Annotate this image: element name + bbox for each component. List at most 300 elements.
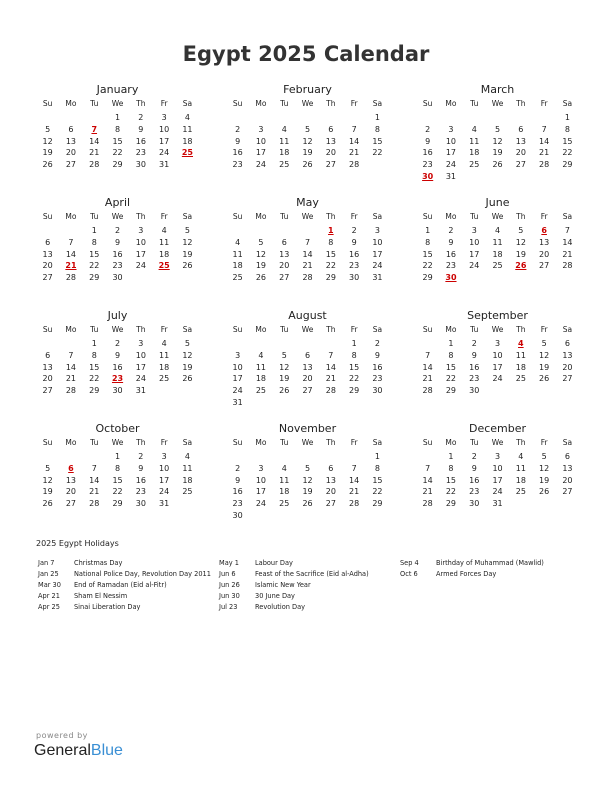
- holiday-date-label: Apr 21: [38, 592, 60, 600]
- day-cell: 4: [494, 226, 501, 235]
- holiday-name: Revolution Day: [255, 603, 306, 611]
- weekday-header: Mo: [445, 325, 457, 334]
- calendar-grid: [36, 82, 580, 534]
- day-cell: 15: [445, 475, 457, 485]
- day-cell: 13: [302, 362, 313, 372]
- empty-cell: [319, 338, 342, 350]
- day-cell: 9: [425, 136, 431, 146]
- month-december: [416, 421, 579, 534]
- weekday-header: Fr: [540, 99, 548, 108]
- day-cell: 14: [89, 136, 100, 146]
- holiday-item: [219, 602, 400, 613]
- day-cell: 1: [91, 339, 97, 348]
- weekday-header: Th: [136, 438, 146, 447]
- day-cell: 26: [182, 261, 193, 271]
- day-cell: 27: [539, 261, 550, 271]
- day-cell: 5: [304, 124, 311, 134]
- weekday-header: We: [491, 212, 504, 221]
- empty-cell: [226, 451, 249, 463]
- day-cell: 7: [541, 124, 547, 134]
- day-cell: 16: [112, 249, 123, 259]
- weekday-header: Sa: [372, 325, 383, 334]
- day-cell: 28: [302, 273, 313, 283]
- day-cell: 19: [539, 362, 550, 372]
- day-cell: 17: [492, 362, 503, 372]
- day-grid: [416, 98, 579, 183]
- holiday-item: [400, 558, 581, 569]
- day-cell: 18: [182, 475, 193, 485]
- empty-cell: [319, 451, 342, 463]
- day-cell: 19: [279, 374, 290, 384]
- day-cell: 9: [374, 350, 380, 360]
- day-cell: 26: [539, 374, 550, 384]
- day-cell: 9: [138, 463, 144, 473]
- day-cell: 21: [422, 374, 433, 384]
- day-cell: 5: [45, 124, 51, 134]
- holiday-date: 25: [158, 261, 170, 271]
- day-cell: 15: [562, 136, 573, 146]
- month-march: [416, 82, 579, 195]
- holiday-date: 30: [445, 273, 457, 283]
- day-cell: 27: [65, 160, 77, 170]
- day-cell: 12: [302, 136, 313, 146]
- day-cell: 2: [114, 339, 121, 348]
- day-cell: 23: [112, 261, 123, 271]
- weekday-header: Su: [422, 325, 433, 334]
- holiday-name: Labour Day: [255, 559, 293, 567]
- weekday-header: Mo: [65, 212, 77, 221]
- day-cell: 27: [42, 386, 53, 396]
- holiday-item: [219, 591, 400, 602]
- empty-cell: [36, 338, 59, 350]
- holiday-date-label: Jan 7: [38, 559, 55, 567]
- day-cell: 16: [135, 136, 146, 146]
- day-cell: 23: [372, 374, 383, 384]
- day-cell: 5: [541, 339, 547, 348]
- month-name: December: [468, 422, 527, 435]
- weekday-header: Fr: [160, 438, 168, 447]
- day-cell: 2: [235, 463, 241, 473]
- day-cell: 12: [279, 362, 290, 372]
- day-cell: 2: [138, 452, 144, 461]
- weekday-header: Sa: [372, 212, 383, 221]
- day-cell: 7: [351, 463, 357, 473]
- day-cell: 4: [235, 237, 241, 247]
- day-cell: 10: [372, 237, 383, 247]
- month-june: [416, 195, 579, 308]
- day-cell: 19: [515, 249, 526, 259]
- day-cell: 27: [325, 499, 336, 509]
- day-cell: 18: [469, 148, 480, 158]
- weekday-header: Tu: [470, 212, 479, 221]
- day-cell: 31: [372, 273, 383, 283]
- day-cell: 19: [182, 249, 193, 259]
- day-cell: 19: [539, 475, 550, 485]
- day-cell: 29: [562, 160, 573, 170]
- day-cell: 4: [184, 113, 190, 122]
- day-cell: 29: [372, 499, 383, 509]
- day-cell: 20: [325, 487, 336, 497]
- empty-cell: [296, 451, 319, 463]
- day-cell: 29: [445, 499, 457, 509]
- day-cell: 6: [68, 124, 74, 134]
- day-cell: 17: [232, 374, 243, 384]
- day-grid: [36, 324, 199, 397]
- weekday-header: Mo: [445, 99, 457, 108]
- day-cell: 16: [135, 475, 146, 485]
- day-cell: 14: [325, 362, 336, 372]
- day-cell: 10: [445, 136, 457, 146]
- day-cell: 19: [182, 362, 193, 372]
- day-cell: 27: [279, 273, 290, 283]
- day-cell: 28: [539, 160, 550, 170]
- day-cell: 10: [159, 463, 170, 473]
- weekday-header: We: [301, 99, 314, 108]
- weekday-header: Mo: [445, 438, 457, 447]
- day-cell: 13: [325, 475, 336, 485]
- day-cell: 26: [42, 160, 53, 170]
- day-cell: 24: [159, 148, 170, 158]
- brand-blue: Blue: [90, 742, 123, 759]
- weekday-header: Tu: [90, 212, 99, 221]
- day-cell: 10: [469, 237, 480, 247]
- day-cell: 2: [114, 226, 121, 235]
- day-cell: 11: [492, 237, 503, 247]
- day-cell: 5: [281, 350, 287, 360]
- day-cell: 1: [114, 113, 121, 122]
- day-cell: 11: [159, 350, 170, 360]
- month-april: [36, 195, 199, 308]
- day-cell: 25: [515, 374, 526, 384]
- day-cell: 14: [539, 136, 550, 146]
- weekday-header: We: [111, 438, 124, 447]
- day-cell: 8: [114, 463, 121, 473]
- day-cell: 23: [135, 148, 146, 158]
- weekday-header: Tu: [90, 325, 99, 334]
- weekday-header: We: [111, 99, 124, 108]
- holiday-date: 6: [68, 463, 74, 473]
- day-cell: 27: [562, 487, 573, 497]
- day-cell: 30: [372, 386, 383, 396]
- day-cell: 28: [422, 386, 433, 396]
- weekday-header: We: [111, 325, 124, 334]
- weekday-header: Sa: [182, 99, 193, 108]
- day-cell: 30: [135, 160, 146, 170]
- empty-cell: [59, 451, 82, 463]
- day-cell: 8: [91, 350, 97, 360]
- day-cell: 1: [351, 339, 357, 348]
- day-cell: 29: [112, 499, 123, 509]
- month-february: [226, 82, 389, 195]
- holiday-name: Armed Forces Day: [436, 570, 497, 578]
- day-cell: 24: [492, 374, 503, 384]
- day-cell: 21: [539, 148, 550, 158]
- day-cell: 3: [448, 124, 454, 134]
- day-cell: 7: [68, 237, 74, 247]
- day-cell: 6: [328, 463, 334, 473]
- day-cell: 9: [471, 463, 477, 473]
- day-cell: 22: [445, 374, 457, 384]
- weekday-header: Th: [136, 325, 146, 334]
- day-cell: 6: [281, 237, 287, 247]
- day-cell: 28: [349, 160, 360, 170]
- day-grid: [36, 98, 199, 171]
- month-name: November: [278, 422, 337, 435]
- day-cell: 30: [349, 273, 360, 283]
- day-cell: 12: [42, 475, 53, 485]
- day-cell: 20: [539, 249, 550, 259]
- weekday-header: We: [111, 212, 124, 221]
- holiday-name: National Police Day, Revolution Day 2011: [74, 570, 211, 578]
- day-cell: 4: [518, 452, 524, 461]
- day-cell: 23: [469, 374, 480, 384]
- day-grid: [226, 211, 389, 284]
- month-name: August: [288, 309, 327, 322]
- empty-cell: [416, 451, 439, 463]
- day-cell: 14: [562, 237, 573, 247]
- month-name: February: [283, 83, 332, 96]
- powered-by-text: powered by: [36, 731, 88, 740]
- weekday-header: We: [301, 438, 314, 447]
- day-grid: [36, 211, 199, 284]
- day-cell: 16: [469, 362, 480, 372]
- month-september: [416, 308, 579, 421]
- day-cell: 3: [138, 339, 144, 348]
- day-cell: 4: [161, 339, 167, 348]
- day-cell: 20: [325, 148, 336, 158]
- day-cell: 10: [135, 350, 146, 360]
- day-cell: 17: [372, 249, 383, 259]
- day-cell: 4: [281, 463, 287, 473]
- day-cell: 22: [112, 148, 123, 158]
- day-cell: 18: [515, 362, 526, 372]
- day-cell: 15: [89, 249, 100, 259]
- day-cell: 3: [494, 452, 501, 461]
- day-cell: 5: [304, 463, 311, 473]
- day-cell: 28: [325, 386, 336, 396]
- day-cell: 3: [374, 226, 380, 235]
- holiday-name: End of Ramadan (Eid al-Fitr): [74, 581, 167, 589]
- holiday-date-label: Apr 25: [38, 603, 60, 611]
- day-grid: [226, 437, 389, 522]
- weekday-header: Tu: [280, 212, 289, 221]
- day-cell: 20: [279, 261, 290, 271]
- holiday-date: 7: [91, 124, 98, 134]
- day-cell: 21: [302, 261, 313, 271]
- day-cell: 29: [445, 386, 457, 396]
- day-cell: 4: [258, 350, 264, 360]
- day-cell: 24: [255, 160, 267, 170]
- day-cell: 28: [349, 499, 360, 509]
- holiday-item: [38, 602, 219, 613]
- day-cell: 28: [89, 160, 100, 170]
- day-cell: 2: [448, 226, 454, 235]
- day-cell: 2: [351, 226, 357, 235]
- day-cell: 26: [302, 499, 313, 509]
- day-cell: 15: [325, 249, 336, 259]
- day-cell: 11: [279, 136, 290, 146]
- weekday-header: Th: [326, 212, 336, 221]
- holiday-item: [219, 558, 400, 569]
- day-cell: 23: [135, 487, 146, 497]
- day-cell: 22: [372, 487, 383, 497]
- holiday-name: Islamic New Year: [255, 581, 311, 589]
- day-cell: 11: [515, 350, 526, 360]
- holiday-date: 1: [328, 226, 334, 235]
- day-cell: 31: [232, 397, 243, 407]
- weekday-header: Su: [422, 99, 433, 108]
- weekday-header: Th: [326, 438, 336, 447]
- day-cell: 4: [281, 124, 287, 134]
- day-cell: 6: [45, 237, 51, 247]
- day-cell: 2: [235, 124, 241, 134]
- day-cell: 31: [135, 386, 146, 396]
- day-cell: 19: [255, 261, 267, 271]
- day-grid: [416, 324, 579, 397]
- day-cell: 10: [492, 350, 503, 360]
- day-cell: 6: [304, 350, 311, 360]
- day-cell: 22: [349, 374, 360, 384]
- day-cell: 13: [65, 136, 77, 146]
- day-cell: 28: [422, 499, 433, 509]
- weekday-header: Tu: [470, 99, 479, 108]
- day-cell: 23: [445, 261, 457, 271]
- day-cell: 15: [372, 475, 383, 485]
- day-cell: 9: [114, 237, 121, 247]
- day-cell: 11: [159, 237, 170, 247]
- weekday-header: We: [301, 325, 314, 334]
- holiday-item: [219, 569, 400, 580]
- month-august: [226, 308, 389, 421]
- day-cell: 16: [112, 362, 123, 372]
- holiday-column: [38, 558, 219, 613]
- holiday-date: 6: [541, 226, 547, 235]
- day-cell: 7: [351, 124, 357, 134]
- day-cell: 27: [42, 273, 53, 283]
- holiday-date-label: May 1: [219, 559, 239, 567]
- empty-cell: [36, 451, 59, 463]
- day-cell: 5: [184, 339, 190, 348]
- day-cell: 29: [349, 386, 360, 396]
- day-cell: 15: [89, 362, 100, 372]
- day-cell: 30: [112, 386, 123, 396]
- empty-cell: [273, 225, 296, 237]
- day-cell: 3: [138, 226, 144, 235]
- empty-cell: [416, 112, 439, 124]
- empty-cell: [249, 451, 272, 463]
- day-cell: 14: [65, 362, 77, 372]
- weekday-header: Su: [422, 438, 433, 447]
- weekday-header: Sa: [182, 325, 193, 334]
- day-cell: 29: [422, 273, 433, 283]
- day-cell: 7: [328, 350, 334, 360]
- holiday-name: Sham El Nessim: [74, 592, 128, 600]
- day-cell: 21: [422, 487, 433, 497]
- day-cell: 16: [349, 249, 360, 259]
- day-cell: 21: [349, 487, 360, 497]
- day-cell: 16: [232, 148, 243, 158]
- day-cell: 27: [302, 386, 313, 396]
- day-cell: 11: [255, 362, 267, 372]
- day-cell: 3: [258, 463, 264, 473]
- day-cell: 27: [562, 374, 573, 384]
- day-cell: 24: [135, 374, 146, 384]
- day-cell: 11: [515, 463, 526, 473]
- day-cell: 12: [302, 475, 313, 485]
- day-cell: 6: [45, 350, 51, 360]
- day-cell: 30: [469, 386, 480, 396]
- day-cell: 1: [114, 452, 121, 461]
- empty-cell: [36, 112, 59, 124]
- day-cell: 18: [279, 148, 290, 158]
- day-cell: 8: [374, 124, 380, 134]
- day-cell: 15: [372, 136, 383, 146]
- day-cell: 25: [255, 386, 267, 396]
- day-cell: 17: [135, 249, 146, 259]
- day-cell: 6: [518, 124, 524, 134]
- weekday-header: Fr: [160, 325, 168, 334]
- day-cell: 29: [89, 273, 100, 283]
- empty-cell: [296, 225, 319, 237]
- day-cell: 30: [469, 499, 480, 509]
- holiday-date-label: Jun 26: [219, 581, 240, 589]
- day-cell: 5: [541, 452, 547, 461]
- empty-cell: [463, 112, 486, 124]
- holiday-date-label: Jan 25: [38, 570, 59, 578]
- weekday-header: Mo: [255, 212, 267, 221]
- day-cell: 29: [89, 386, 100, 396]
- day-cell: 29: [112, 160, 123, 170]
- day-cell: 24: [159, 487, 170, 497]
- holiday-date: 4: [518, 339, 524, 348]
- day-cell: 31: [159, 499, 170, 509]
- day-cell: 5: [184, 226, 190, 235]
- weekday-header: Sa: [182, 438, 193, 447]
- holiday-date-label: Jun 30: [219, 592, 240, 600]
- day-cell: 1: [448, 339, 454, 348]
- weekday-header: Su: [232, 325, 243, 334]
- day-cell: 30: [232, 510, 243, 520]
- day-cell: 14: [422, 475, 433, 485]
- holiday-date-label: Oct 6: [400, 570, 418, 578]
- day-cell: 21: [89, 487, 100, 497]
- day-cell: 1: [91, 226, 97, 235]
- day-cell: 5: [45, 463, 51, 473]
- month-name: March: [480, 83, 515, 96]
- month-july: [36, 308, 199, 421]
- day-cell: 18: [492, 249, 503, 259]
- empty-cell: [273, 451, 296, 463]
- day-cell: 18: [255, 374, 267, 384]
- brand-logo[interactable]: [34, 742, 123, 760]
- day-cell: 26: [182, 374, 193, 384]
- weekday-header: Th: [136, 212, 146, 221]
- day-cell: 12: [182, 237, 193, 247]
- weekday-header: Mo: [255, 99, 267, 108]
- weekday-header: Sa: [372, 99, 383, 108]
- day-cell: 12: [515, 237, 526, 247]
- day-cell: 3: [258, 124, 264, 134]
- day-cell: 9: [448, 237, 454, 247]
- day-cell: 7: [425, 463, 431, 473]
- empty-cell: [226, 338, 249, 350]
- day-cell: 17: [469, 249, 480, 259]
- day-cell: 5: [258, 237, 264, 247]
- day-grid: [226, 324, 389, 409]
- day-grid: [226, 98, 389, 171]
- day-cell: 24: [135, 261, 146, 271]
- day-cell: 4: [161, 226, 167, 235]
